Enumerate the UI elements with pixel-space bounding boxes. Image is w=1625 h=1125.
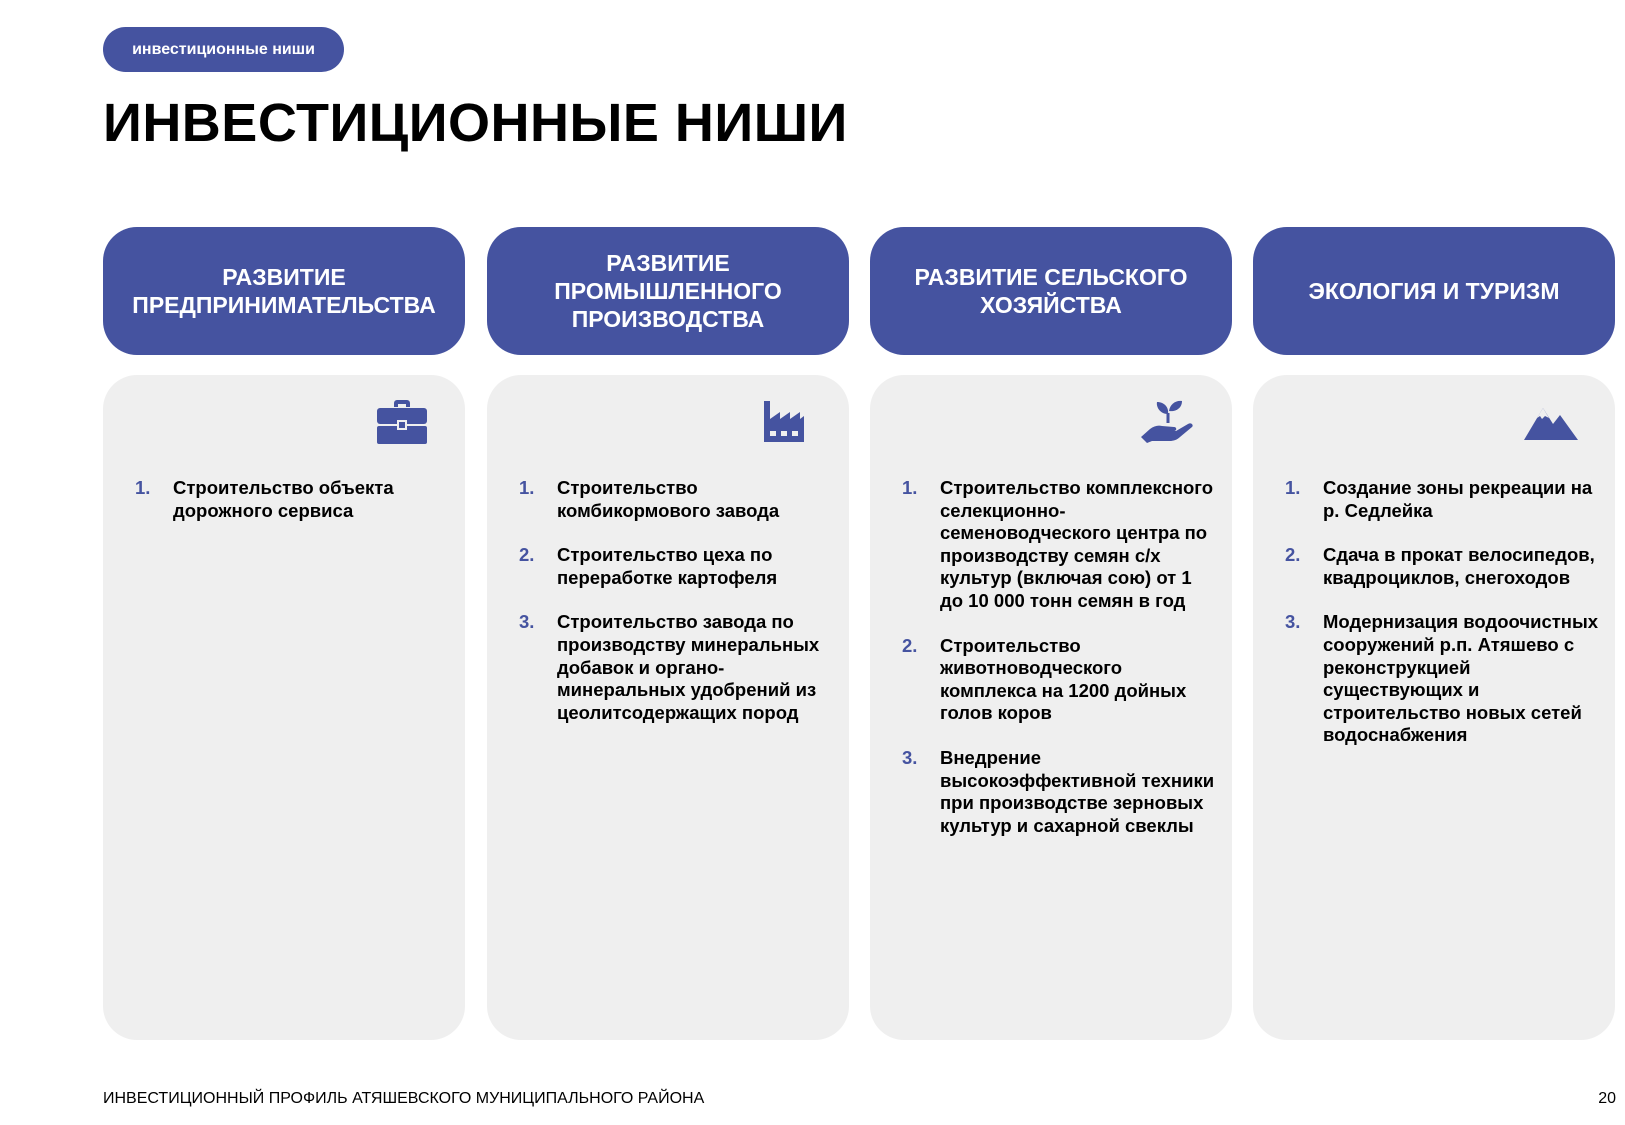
briefcase-icon	[376, 399, 428, 445]
card-industry	[487, 375, 849, 1040]
mountains-icon	[1523, 405, 1579, 441]
list-item: 2. Строительство цеха по переработке картофеля	[519, 544, 778, 588]
list-item: 2. Строительство животноводческого комплекса на 1200 дойных голов коров	[902, 634, 1187, 724]
footer-text: ИНВЕСТИЦИОННЫЙ ПРОФИЛЬ АТЯШЕВСКОГО МУНИЦИПАЛЬНОГО РАЙОНА	[103, 1090, 705, 1107]
list-item: 3. Модернизация водоочистных сооружений р.п. Атяшево с реконструкцией существующих и строительство новых сетей водоснабжения	[1285, 611, 1599, 746]
section-tag: инвестиционные ниши	[103, 27, 344, 72]
column-heading-industry: РАЗВИТИЕ ПРОМЫШЛЕННОГО ПРОИЗВОДСТВА	[487, 227, 849, 355]
card-agriculture	[870, 375, 1232, 1040]
factory-icon	[762, 399, 806, 443]
list-item: 1. Строительство объекта дорожного сервиса	[135, 477, 394, 521]
list-item: 1. Создание зоны рекреации на р. Седлейка	[1285, 477, 1593, 521]
page-number: 20	[1598, 1090, 1616, 1107]
list-item: 1. Строительство комплексного селекционно-семеноводческого центра по производству семян с/х культур (включая сою) от 1 до 10 000 тонн семян в год	[902, 477, 1214, 611]
page-title: ИНВЕСТИЦИОННЫЕ НИШИ	[103, 93, 848, 153]
list-item: 3. Строительство завода по производству минеральных добавок и органо-минеральных удобрений из цеолитсодержащих пород	[519, 611, 820, 723]
column-heading-ecology-tourism: ЭКОЛОГИЯ И ТУРИЗМ	[1253, 227, 1615, 355]
card-ecology-tourism	[1253, 375, 1615, 1040]
list-item: 2. Сдача в прокат велосипедов, квадроциклов, снегоходов	[1285, 544, 1595, 588]
card-entrepreneurship	[103, 375, 465, 1040]
list-item: 3. Внедрение высокоэффективной техники при производстве зерновых культур и сахарной свеклы	[902, 746, 1215, 836]
column-heading-agriculture: РАЗВИТИЕ СЕЛЬСКОГО ХОЗЯЙСТВА	[870, 227, 1232, 355]
list-item: 1. Строительство комбикормового завода	[519, 477, 780, 521]
plant-hand-icon	[1140, 399, 1196, 443]
column-heading-entrepreneurship: РАЗВИТИЕ ПРЕДПРИНИМАТЕЛЬСТВА	[103, 227, 465, 355]
